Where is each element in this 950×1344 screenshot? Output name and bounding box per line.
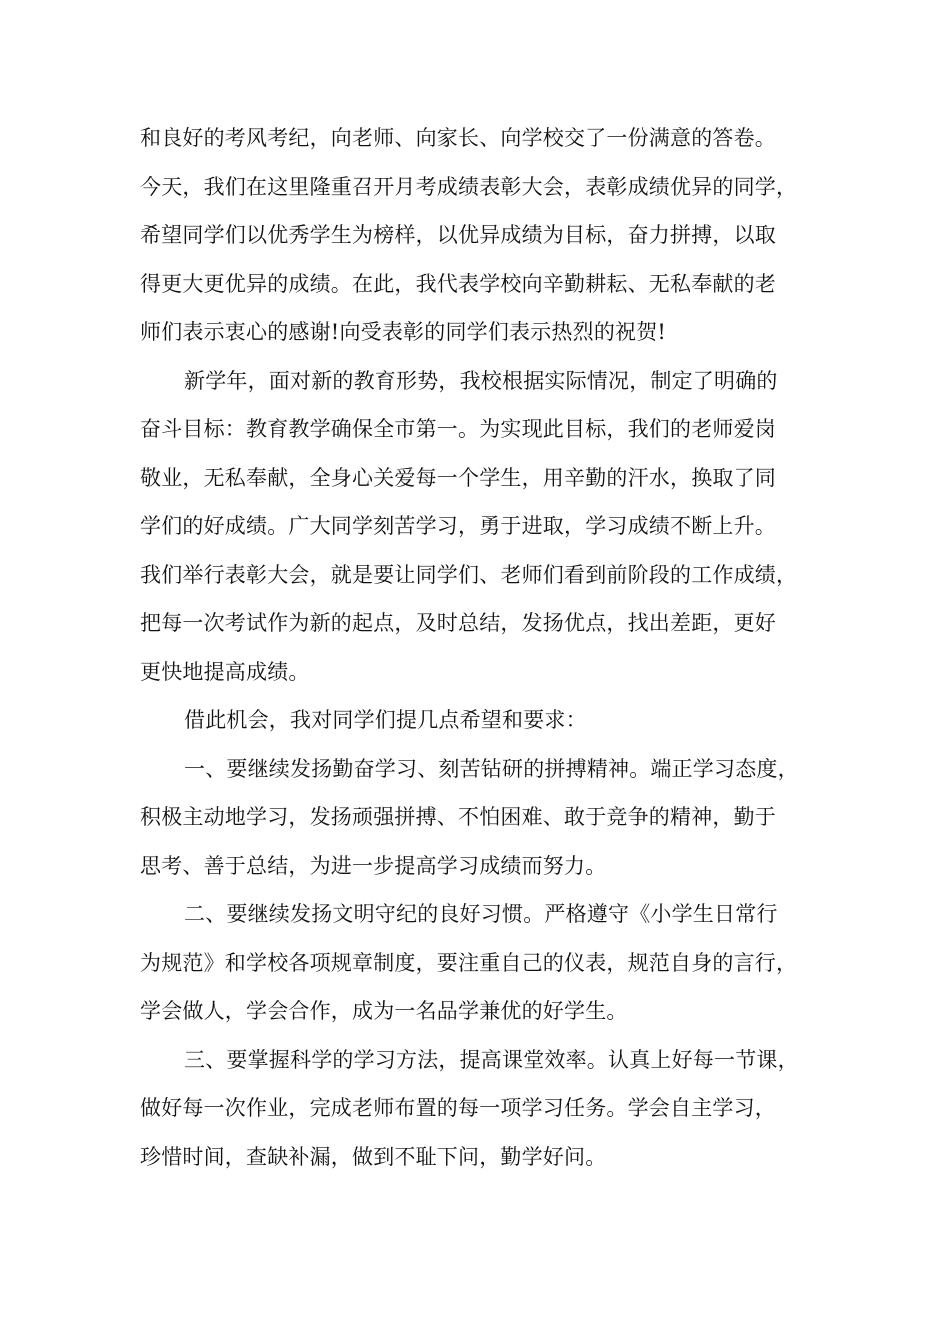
text-line: 做好每一次作业，完成老师布置的每一项学习任务。学会自主学习， [140,1096,776,1120]
text-line: 更快地提高成绩。 [140,659,310,684]
document-body [140,114,815,1181]
text-line: 敬业，无私奉献，全身心关爱每一个学生，用辛勤的汗水，换取了同 [140,465,776,490]
text-line: 为规范》和学校各项规章制度，要注重自己的仪表，规范自身的言行， [140,950,798,975]
text-line: 把每一次考试作为新的起点，及时总结，发扬优点，找出差距，更好 [140,611,776,635]
text-line: 一、要继续发扬勤奋学习、刻苦钻研的拼搏精神。端正学习态度， [184,756,799,781]
text-line: 珍惜时间，查缺补漏，做到不耻下问，勤学好问。 [140,1144,607,1169]
text-line: 今天，我们在这里隆重召开月考成绩表彰大会，表彰成绩优异的同学， [140,174,798,199]
text-line: 奋斗目标：教育教学确保全市第一。为实现此目标，我们的老师爱岗 [140,417,776,441]
text-line: 思考、善于总结，为进一步提高学习成绩而努力。 [140,853,607,878]
text-line: 积极主动地学习，发扬顽强拼搏、不怕困难、敢于竞争的精神，勤于 [140,805,776,829]
text-line: 得更大更优异的成绩。在此，我代表学校向辛勤耕耘、无私奉献的老 [140,271,776,296]
text-line: 我们举行表彰大会，就是要让同学们、老师们看到前阶段的工作成绩， [140,562,798,587]
text-line: 二、要继续发扬文明守纪的良好习惯。严格遵守《小学生日常行 [184,902,778,926]
text-line: 学会做人，学会合作，成为一名品学兼优的好学生。 [140,999,628,1023]
text-line: 新学年，面对新的教育形势，我校根据实际情况，制定了明确的 [184,368,778,393]
text-line: 和良好的考风考纪，向老师、向家长、向学校交了一份满意的答卷。 [140,126,776,150]
text-line: 学们的好成绩。广大同学刻苦学习，勇于进取，学习成绩不断上升。 [140,514,776,538]
text-line: 师们表示衷心的感谢!向受表彰的同学们表示热烈的祝贺! [140,320,667,344]
text-line: 希望同学们以优秀学生为榜样，以优异成绩为目标，奋力拼搏，以取 [140,223,776,247]
text-line: 借此机会，我对同学们提几点希望和要求： [184,708,587,732]
text-line: 三、要掌握科学的学习方法，提高课堂效率。认真上好每一节课， [184,1047,799,1072]
